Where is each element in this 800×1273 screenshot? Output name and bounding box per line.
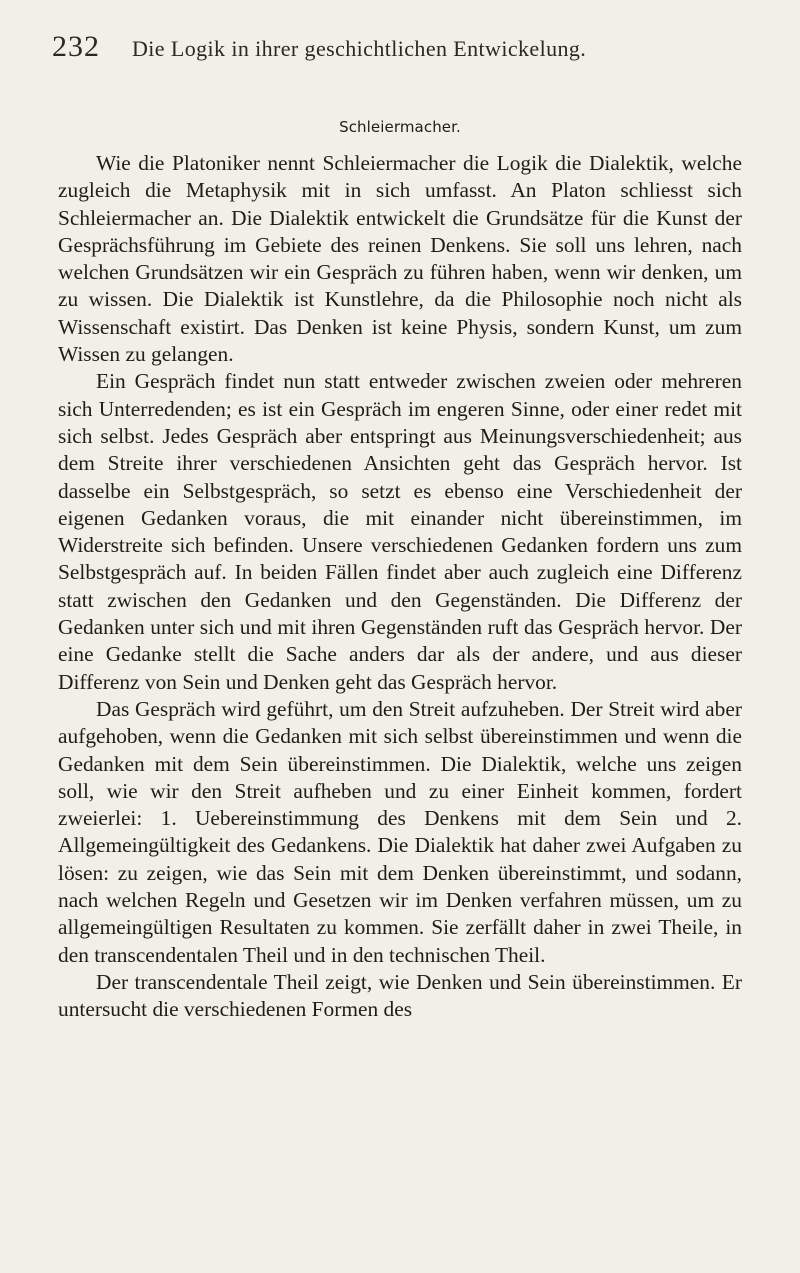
section-heading: Schleiermacher.: [339, 118, 461, 136]
body-text: [58, 150, 742, 1024]
paragraph: Das Gespräch wird geführt, um den Streit aufzuheben. Der Streit wird aber aufgehoben, wenn die Gedanken mit sich selbst übereinstimmen und wenn die Gedanken mit dem Sein übereinstimmen. Die Dialektik, welche uns zeigen soll, wie wir den Streit aufheben und zu einer Einheit kommen, fordert zweierlei: 1. Uebereinstimmung des Denkens mit dem Sein und 2. Allgemeingültigkeit des Gedankens. Die Dialektik hat daher zwei Aufgaben zu lösen: zu zeigen, wie das Sein mit dem Denken übereinstimmt, und sodann, nach welchen Regeln und Gesetzen wir im Denken verfahren müssen, um zu allgemeingültigen Resultaten zu kommen. Sie zerfällt daher in zwei Theile, in den transcendentalen Theil und in den technischen Theil.: [58, 696, 742, 967]
running-head: [52, 30, 742, 64]
paragraph: Wie die Platoniker nennt Schleiermacher die Logik die Dialektik, welche zugleich die Metaphysik mit in sich umfasst. An Platon schliesst sich Schleiermacher an. Die Dialektik entwickelt die Grundsätze für die Kunst der Gesprächsführung im Gebiete des reinen Denkens. Sie soll uns lehren, nach welchen Grundsätzen wir ein Gespräch zu führen haben, wenn wir denken, um zu wissen. Die Dialektik ist Kunstlehre, da die Philosophie noch nicht als Wissenschaft existirt. Das Denken ist keine Physis, sondern Kunst, um zum Wissen zu gelangen.: [58, 151, 742, 367]
paragraph: Der transcendentale Theil zeigt, wie Denken und Sein übereinstimmen. Er untersucht die verschiedenen Formen des: [58, 969, 742, 1022]
paragraph: Ein Gespräch findet nun statt entweder zwischen zweien oder mehreren sich Unterredenden; es ist ein Gespräch im engeren Sinne, oder einer redet mit sich selbst. Jedes Gespräch aber entspringt aus Meinungsverschiedenheit; aus dem Streite ihrer verschiedenen Ansichten geht das Gespräch hervor. Ist dasselbe ein Selbstgespräch, so setzt es ebenso eine Verschiedenheit der eigenen Gedanken voraus, die mit einander nicht übereinstimmen, im Widerstreite sich befinden. Unsere verschiedenen Gedanken fordern uns zum Selbstgespräch auf. In beiden Fällen findet aber auch zugleich eine Differenz statt zwischen den Gedanken und den Gegenständen. Die Differenz der Gedanken unter sich und mit ihren Gegenständen ruft das Gespräch hervor. Der eine Gedanke stellt die Sache anders dar als der andere, und aus dieser Differenz von Sein und Denken geht das Gespräch hervor.: [58, 369, 742, 694]
page-number: 232: [52, 30, 100, 63]
running-title: Die Logik in ihrer geschichtlichen Entwickelung.: [132, 36, 587, 61]
